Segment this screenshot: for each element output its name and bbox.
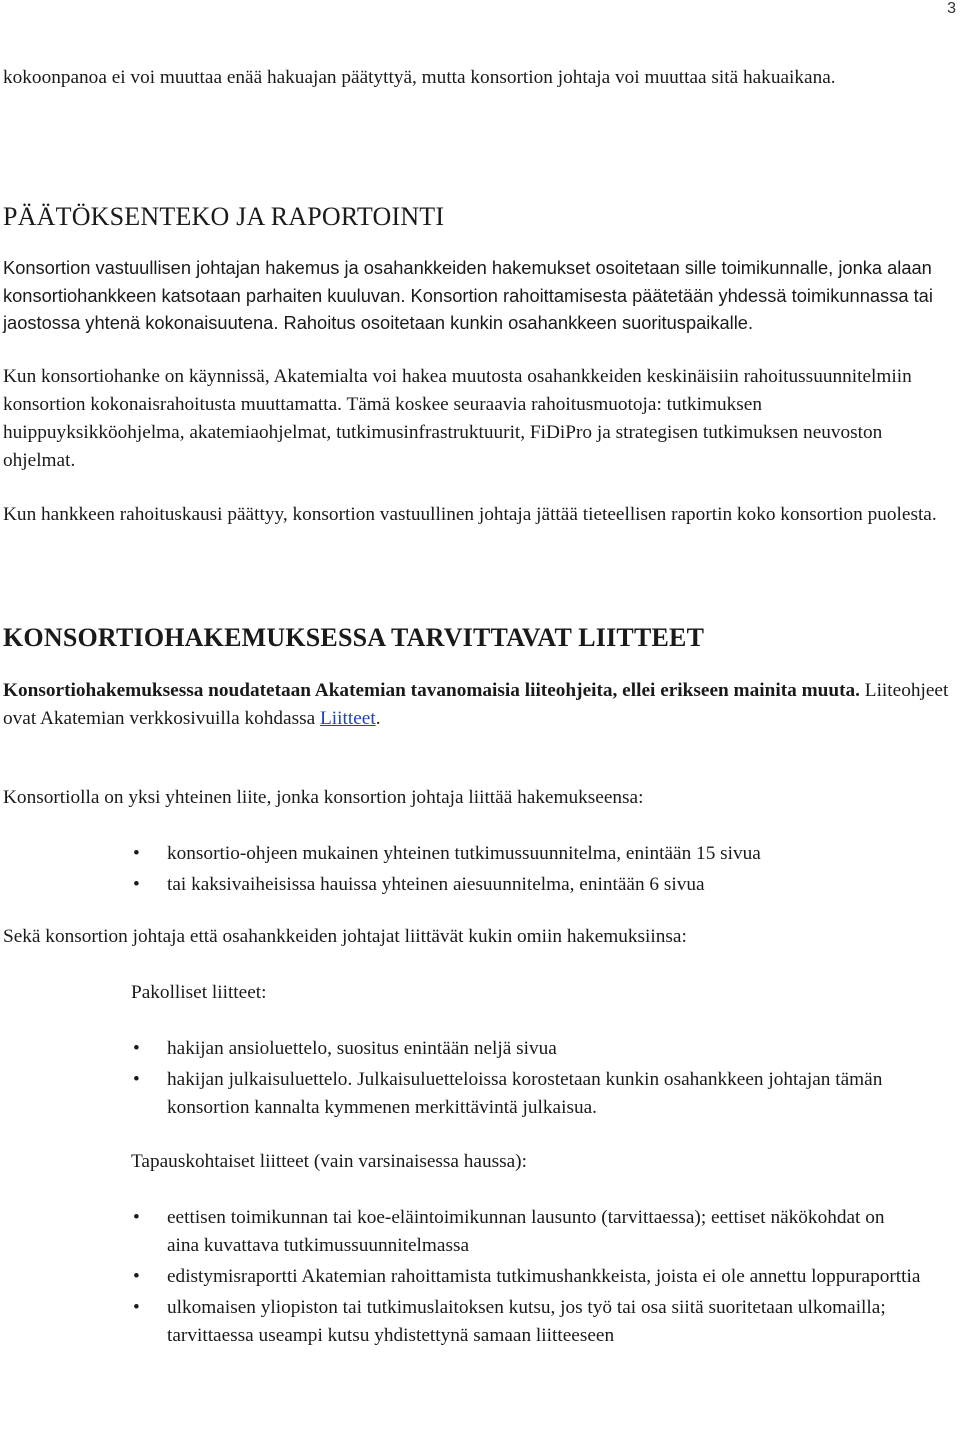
section-heading-decision: PÄÄTÖKSENTEKO JA RAPORTOINTI xyxy=(3,202,445,231)
list-item xyxy=(3,1066,907,1122)
mandatory-attachment-list xyxy=(3,1035,953,1122)
bullet-icon: • xyxy=(133,1068,140,1090)
list-item xyxy=(3,1035,953,1063)
list-item xyxy=(3,1263,960,1291)
bullet-icon: • xyxy=(133,1296,140,1318)
list-item-text: edistymisraportti Akatemian rahoittamista tutkimushankkeista, joista ei ole annettu loppuraporttia xyxy=(167,1265,921,1287)
decision-paragraph-2: Kun konsortiohanke on käynnissä, Akatemialta voi hakea muutosta osahankkeiden keskinäisiin rahoitussuunnitelmiin konsortion kokonaisrahoitusta muuttamatta. Tämä koskee seuraavia rahoitusmuotoja: tutkimuksen huippuyksikköohjelma, akatemiaohjelmat, tutkimusinfrastruktuurit, FiDiPro ja strategisen tutkimuksen neuvoston ohjelmat. xyxy=(3,365,912,471)
individual-attachments-intro: Sekä konsortion johtaja että osahankkeiden johtajat liittävät kukin omiin hakemuksiinsa: xyxy=(3,925,687,947)
page-number: 3 xyxy=(947,0,956,17)
list-item xyxy=(3,1204,912,1260)
decision-paragraph-3: Kun hankkeen rahoituskausi päättyy, konsortion vastuullinen johtaja jättää tieteellisen raportin koko konsortion puolesta. xyxy=(3,503,937,525)
mandatory-attachments-label: Pakolliset liitteet: xyxy=(131,981,267,1003)
bullet-icon: • xyxy=(133,842,140,864)
optional-attachment-list xyxy=(3,1204,953,1350)
list-item-text: tai kaksivaiheisissa hauissa yhteinen aiesuunnitelma, enintään 6 sivua xyxy=(167,873,705,895)
list-item-text: hakijan ansioluettelo, suositus enintään neljä sivua xyxy=(167,1037,557,1059)
optional-attachments-label: Tapauskohtaiset liitteet (vain varsinaisessa haussa): xyxy=(131,1150,527,1172)
list-item-text: ulkomaisen yliopiston tai tutkimuslaitoksen kutsu, jos työ tai osa siitä suoritetaan ulkomailla; tarvittaessa useampi kutsu yhdistettynä samaan liitteeseen xyxy=(167,1296,886,1346)
decision-paragraph-1-part-b: Konsortion rahoittamisesta päätetään yhdessä toimikunnassa tai jaostossa yhtenä kokonaisuutena. Rahoitus osoitetaan kunkin osahankkeen suorituspaikalle. xyxy=(3,284,933,333)
decision-paragraph-1 xyxy=(3,254,953,337)
bullet-icon: • xyxy=(133,1037,140,1059)
decision-paragraph-1-part-a: Konsortion vastuullisen johtajan hakemus ja osahankkeiden hakemukset osoitetaan sille toimikunnalle, jonka alaan konsortiohankkeen katsotaan parhaiten kuuluvan. xyxy=(3,257,932,306)
list-item-text: eettisen toimikunnan tai koe-eläintoimikunnan lausunto (tarvittaessa); eettiset näkökohdat on aina kuvattava tutkimussuunnitelmassa xyxy=(167,1206,885,1256)
list-item xyxy=(3,840,953,868)
bullet-icon: • xyxy=(133,1265,140,1287)
list-item xyxy=(3,1294,957,1350)
common-attachment-list xyxy=(3,840,953,899)
attachments-lead-bold: Konsortiohakemuksessa noudatetaan Akatemian tavanomaisia liiteohjeita, ellei erikseen mainita muuta. xyxy=(3,679,860,701)
attachments-lead-end: . xyxy=(375,707,381,729)
section-heading-attachments: KONSORTIOHAKEMUKSESSA TARVITTAVAT LIITTEET xyxy=(3,622,705,652)
intro-paragraph: kokoonpanoa ei voi muuttaa enää hakuajan päätyttyä, mutta konsortion johtaja voi muuttaa sitä hakuaikana. xyxy=(3,67,836,88)
bullet-icon: • xyxy=(133,1206,140,1228)
attachments-lead xyxy=(3,677,953,733)
bullet-icon: • xyxy=(133,873,140,895)
list-item-text: konsortio-ohjeen mukainen yhteinen tutkimussuunnitelma, enintään 15 sivua xyxy=(167,842,761,864)
attachments-link[interactable]: Liitteet xyxy=(320,707,376,729)
list-item-text: hakijan julkaisuluettelo. Julkaisuluetteloissa korostetaan kunkin osahankkeen johtajan tämän konsortion kannalta kymmenen merkittävintä julkaisua. xyxy=(167,1068,883,1118)
attachments-lead-text: Liiteohjeet ovat Akatemian verkkosivuilla kohdassa xyxy=(3,679,949,729)
common-attachment-intro: Konsortiolla on yksi yhteinen liite, jonka konsortion johtaja liittää hakemukseensa: xyxy=(3,786,644,808)
list-item xyxy=(3,871,953,899)
document-body xyxy=(3,64,953,1350)
